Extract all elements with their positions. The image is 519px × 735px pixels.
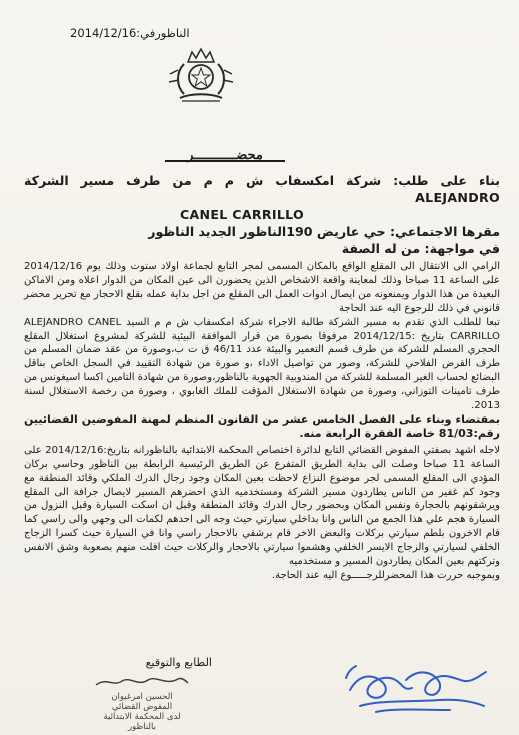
requester-line <box>24 172 500 206</box>
closing-line: وبموجبه حررت هذا المحضرللرجـــــوع اليه عند الحاجة. <box>271 569 500 581</box>
hq-line: مقرها الاجتماعي: حي عاريض 190الناظور الجديد الناظور <box>148 224 500 239</box>
stamp-role: المفوض القضائي <box>111 702 173 712</box>
title-underline <box>165 160 285 162</box>
manager-surname-line <box>24 206 500 223</box>
manager-surname: CANEL CARRILLO <box>179 207 305 222</box>
document-title: محضـــــــــــر <box>187 148 263 163</box>
royal-emblem-icon <box>166 44 236 106</box>
document-body <box>24 172 500 583</box>
paragraph-findings: لاجله اشهد بصفتي المفوض القضائي التابع لدائرة اختصاص المحكمة الابتدائية بالناظورانه بتاريخ:2014/12/16 على الساعة 11 صباحا وصلت الى بداية الطريق المتفرع عن الطريق الرئيسية الرابطة بين الناظور وحاسي بركان المؤدي الى المقلع المسمى لجر موضوع النزاع لاحظت بعين المكان وجود رجال الدرك الملكي وقائد المنطقة مع وجود كم غفير من الناس يطاردون مسير الشركة ومستخدميه الذي احضرهم المسير لايصال جرافة الى المقلع ويرشقونهم بالحجارة ونفس المكان وبحضور رجال الدرك وقائد المنطقة وقبل ان اسكت السيارة وقبل النزول من السيارة هجم علي هذا الجمع من الناس وانا بداخلي سيارتي حيث وجه الى احدهم لكمات الى وجهي والى راسي كما قام الاخرون بلطم سيارتي بركلات والبعض الاخر قام برشقي بالاحجار راسي وانا في السيارة حيث كسرا الزجاج الخلفي لسيارتي والزجاج الايسر الخلفي وهشموا سيارتي بالاحجار والركلات حيث افلت منهم بصعوبة وشق الانفس وتركتهم بعين المكان يطاردون المسير و مستخدميه <box>24 444 500 568</box>
blue-ink-stamp-icon <box>340 650 490 725</box>
manager-name: ALEJANDRO <box>415 190 500 205</box>
requester-prefix: بناء على طلب: شركة امكسفاب ش م م من طرف مسير الشركة <box>24 173 500 188</box>
legal-basis: بمقتضاء وبناء على الفصل الخامس عشر من القانون المنظم لمهنة المفوضين القضائيين رقم:81/03 خاصة الفقرة الرابعة منه. <box>24 412 500 440</box>
stamp-city: بالناظور <box>128 722 156 732</box>
document-date: الناظورفي:2014/12/16 <box>70 26 190 40</box>
handwritten-signature-icon <box>92 675 192 689</box>
signature-label: الطابع والتوقيع <box>145 656 212 669</box>
stamp-court: لدى المحكمة الابتدائية <box>103 712 181 722</box>
signature-block <box>92 656 212 669</box>
stamp-name: الحسين امرغيوان <box>111 692 173 702</box>
paragraph-attachments: تبعا للطلب الذي تقدم به مسير الشركة طالبة الاجراء شركة امكسفاب ش م م السيد ALEJANDRO CANEL CARRILLO بتاريخ :2014/12/15 مرفوقا بصورة من قرار الموافقة البيئية للشركة لمشروع استغلال المقلع الحجري المسلم للشركة من طرف قسم التعمير والبيئة عدد 46/11 ق ت ب،وصورة من عقد ضمان المسلم من طرف القرض الفلاحي للشركة، وصور من تواصيل الاداء ،و صورة من شهادة التقييد في السجل الخاص بناقل البضائع لحساب الغير المسلمة للشركة من المندوبية الجهوية بالناظور،وصورة من شهادة التامين اكسا اسيغونس من طرف تامينات التوزاني، وصورة من شهادة الاستغلال المؤقت للملك الغابوي ، وصورة من رخصة الاستغلال لسنة 2013. <box>23 316 500 412</box>
against-line: في مواجهة: من له الصفة <box>341 241 500 256</box>
official-stamp <box>92 675 192 732</box>
paragraph-request: الرامي الى الانتقال الى المقلع الواقع بالمكان المسمى لمجر التابع لجماعة اولاد ستوت وذلك يوم 2014/12/16 على الساعة 11 صباحا وذلك لمعاينة واقعة الاشخاص الذين يحضورن الى عين المكان من الدوار اعلاه ومن الاماكن البعيدة من هذا الدوار ويمنعونه من ايصال ادوات العمل الى المقلع من اجل بداية عمله بقلع الاحجار مع تحرير محضر قانوني في ذلك للرجوع اليه عند الحاجة <box>24 261 500 314</box>
